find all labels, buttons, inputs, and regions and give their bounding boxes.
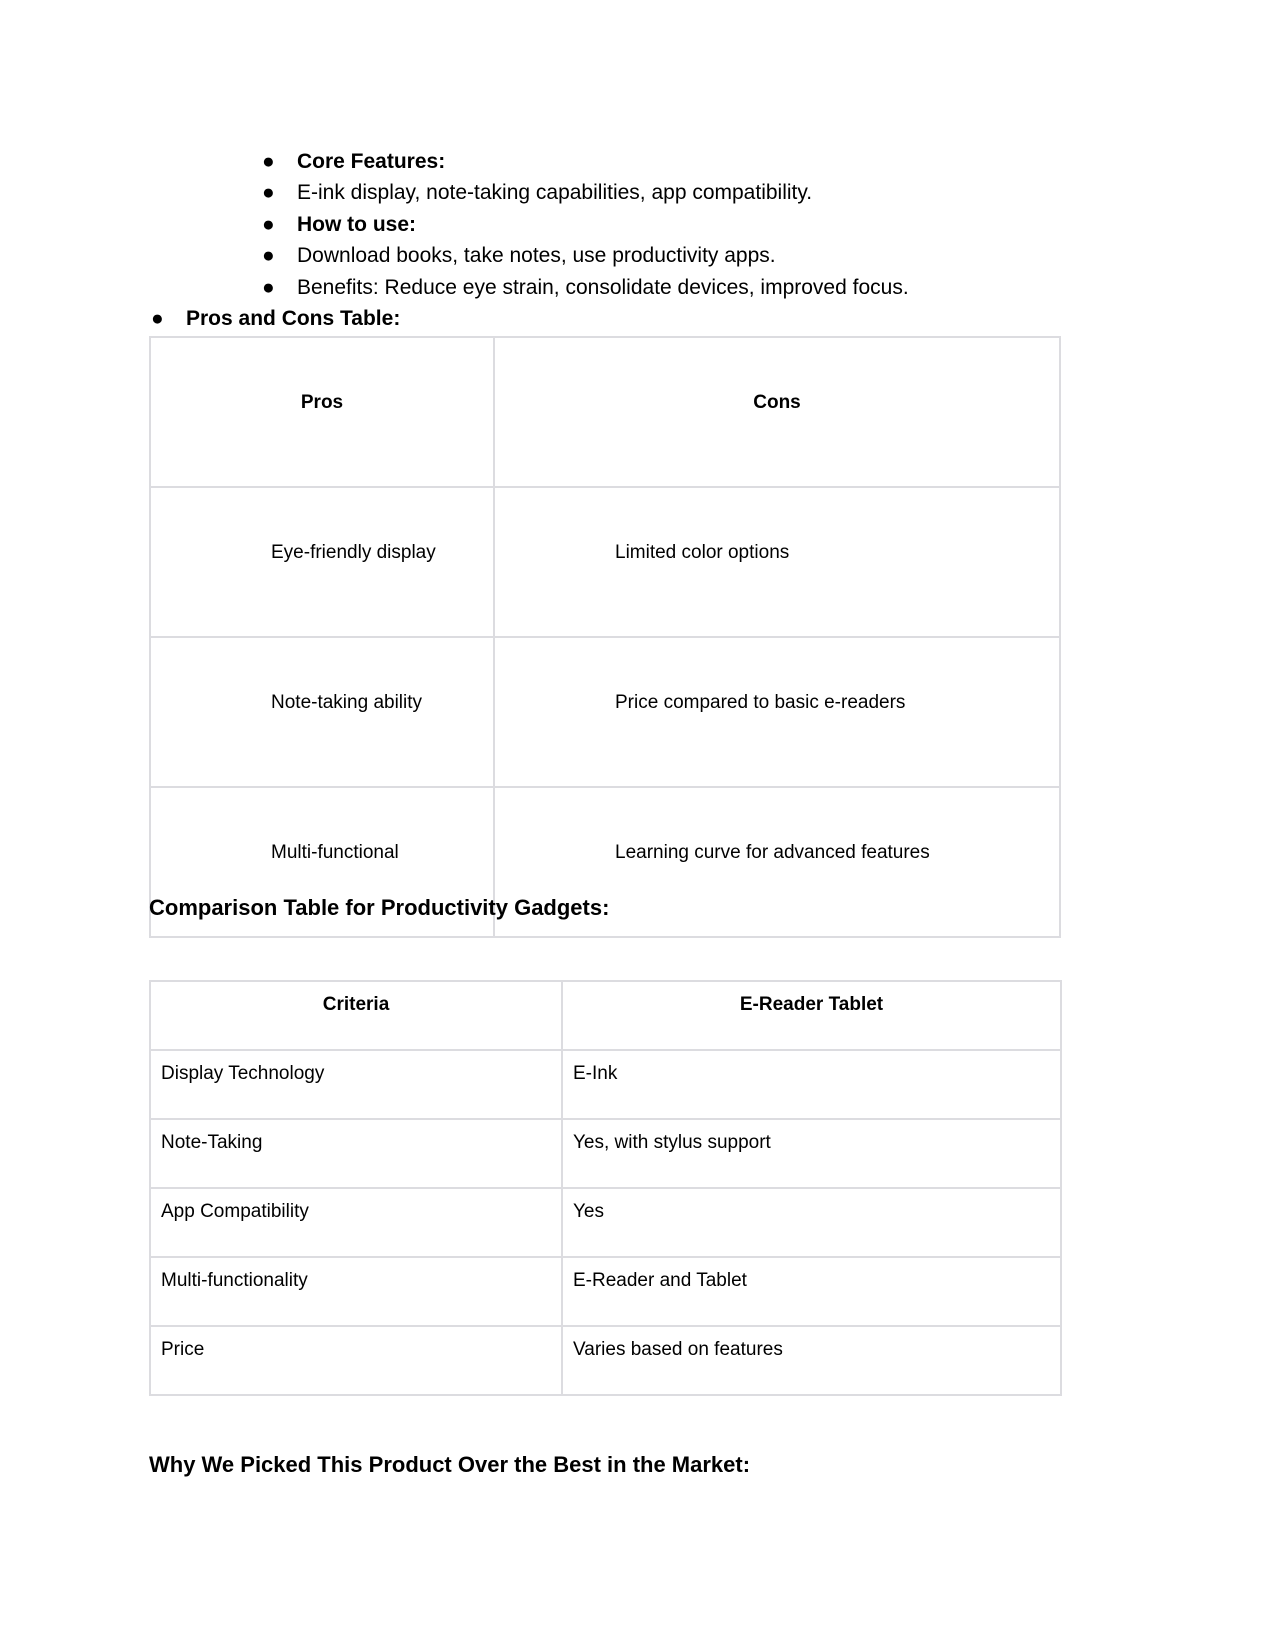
bullet-text: Benefits: Reduce eye strain, consolidate devices, improved focus. xyxy=(297,276,909,299)
cell: Price compared to basic e-readers xyxy=(494,637,1060,787)
header-criteria: Criteria xyxy=(150,981,562,1050)
table-row xyxy=(150,1326,1061,1395)
bullet-text: How to use: xyxy=(297,213,416,236)
cell: Yes, with stylus support xyxy=(562,1119,1061,1188)
bullet-text: E-ink display, note-taking capabilities, app compatibility. xyxy=(297,181,813,204)
table-header-row xyxy=(150,337,1060,487)
table-header-row xyxy=(150,981,1061,1050)
bullet-item xyxy=(262,150,446,174)
cell: Note-taking ability xyxy=(150,637,494,787)
bullet-item xyxy=(262,244,776,268)
bullet-icon: ● xyxy=(262,150,275,173)
comparison-table xyxy=(149,980,1062,1396)
cell: Varies based on features xyxy=(562,1326,1061,1395)
cell: Multi-functional xyxy=(150,787,494,937)
header-e-reader-tablet: E-Reader Tablet xyxy=(562,981,1061,1050)
table-row xyxy=(150,1050,1061,1119)
cell: E-Reader and Tablet xyxy=(562,1257,1061,1326)
cell: Learning curve for advanced features xyxy=(494,787,1060,937)
bullet-text: Core Features: xyxy=(297,150,446,173)
table-row xyxy=(150,1257,1061,1326)
bullet-item xyxy=(262,276,909,300)
cell: Limited color options xyxy=(494,487,1060,637)
cell: Eye-friendly display xyxy=(150,487,494,637)
bullet-text: Download books, take notes, use productivity apps. xyxy=(297,244,776,267)
bullet-icon: ● xyxy=(262,276,275,299)
header-pros: Pros xyxy=(150,337,494,487)
bullet-icon: ● xyxy=(262,181,275,204)
comparison-heading: Comparison Table for Productivity Gadgets: xyxy=(149,895,610,920)
cell: App Compatibility xyxy=(150,1188,562,1257)
why-heading: Why We Picked This Product Over the Best in the Market: xyxy=(149,1452,751,1477)
pros-cons-table xyxy=(149,336,1061,938)
table-row xyxy=(150,1188,1061,1257)
table-row xyxy=(150,1119,1061,1188)
cell: Yes xyxy=(562,1188,1061,1257)
bullet-item xyxy=(262,181,813,205)
heading-text: Pros and Cons Table: xyxy=(186,307,401,330)
cell: Multi-functionality xyxy=(150,1257,562,1326)
bullet-icon: ● xyxy=(262,244,275,267)
header-cons: Cons xyxy=(494,337,1060,487)
cell: Price xyxy=(150,1326,562,1395)
cell: Display Technology xyxy=(150,1050,562,1119)
cell: E-Ink xyxy=(562,1050,1061,1119)
bullet-item xyxy=(262,213,416,237)
cell: Note-Taking xyxy=(150,1119,562,1188)
pros-cons-heading xyxy=(151,307,401,331)
bullet-icon: ● xyxy=(151,307,164,330)
bullet-icon: ● xyxy=(262,213,275,236)
table-row xyxy=(150,487,1060,637)
table-row xyxy=(150,637,1060,787)
